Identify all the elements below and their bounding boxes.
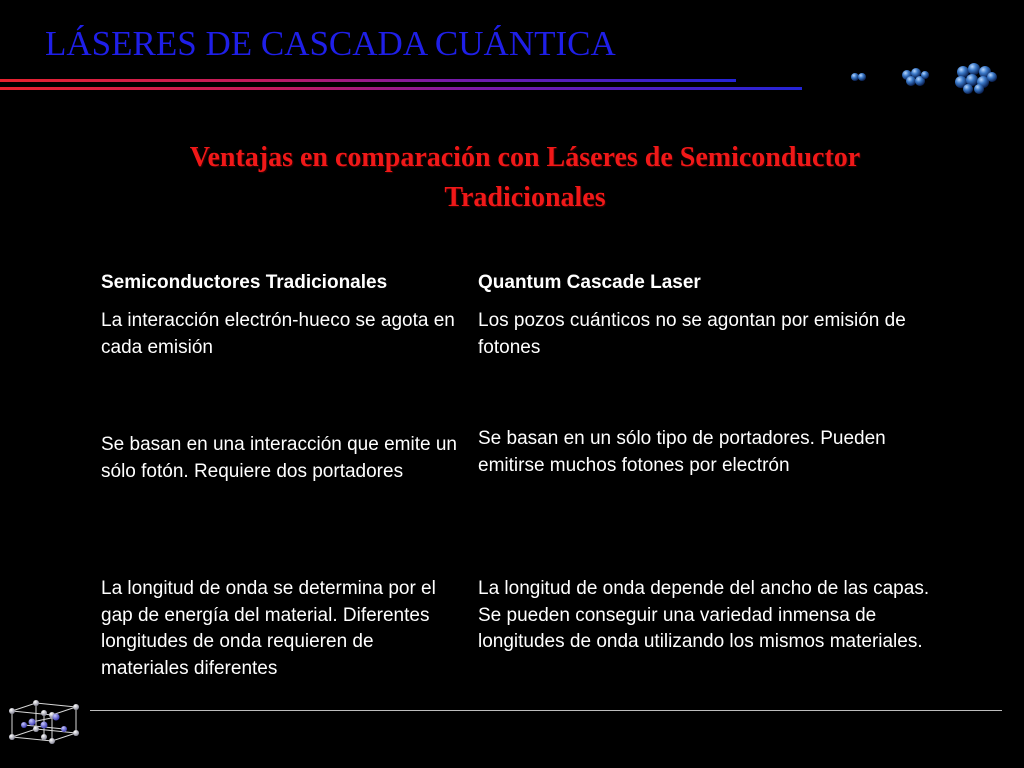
column-header-semiconductores: Semiconductores Tradicionales: [101, 272, 388, 293]
title-underline-bottom: [0, 87, 802, 90]
title-underline-top: [0, 79, 736, 82]
cell-qcl-row-3: La longitud de onda depende del ancho de las capas. Se pueden conseguir una variedad inmensa de longitudes de onda utilizando los mismos materiales.: [478, 578, 930, 652]
cell-qcl-row-2: Se basan en un sólo tipo de portadores. Pueden emitirse muchos fotones por electrón: [478, 428, 886, 476]
footer-divider: [90, 710, 1002, 711]
crystal-lattice-icon: [6, 693, 90, 749]
cell-semiconductores-row-2: Se basan en una interacción que emite un sólo fotón. Requiere dos portadores: [101, 434, 457, 482]
cell-semiconductores-row-3: La longitud de onda se determina por el gap de energía del material. Diferentes longitudes de onda requieren de materiales diferentes: [101, 578, 436, 679]
cell-semiconductores-row-1: La interacción electrón-hueco se agota en cada emisión: [101, 310, 455, 358]
slide-title: LÁSERES DE CASCADA CUÁNTICA: [45, 24, 616, 63]
column-header-qcl: Quantum Cascade Laser: [478, 272, 701, 293]
cell-qcl-row-1: Los pozos cuánticos no se agontan por emisión de fotones: [478, 310, 906, 358]
slide-subtitle: Ventajas en comparación con Láseres de Semiconductor Tradicionales: [189, 142, 861, 213]
blue-blob-cluster-icon: [846, 60, 1001, 96]
